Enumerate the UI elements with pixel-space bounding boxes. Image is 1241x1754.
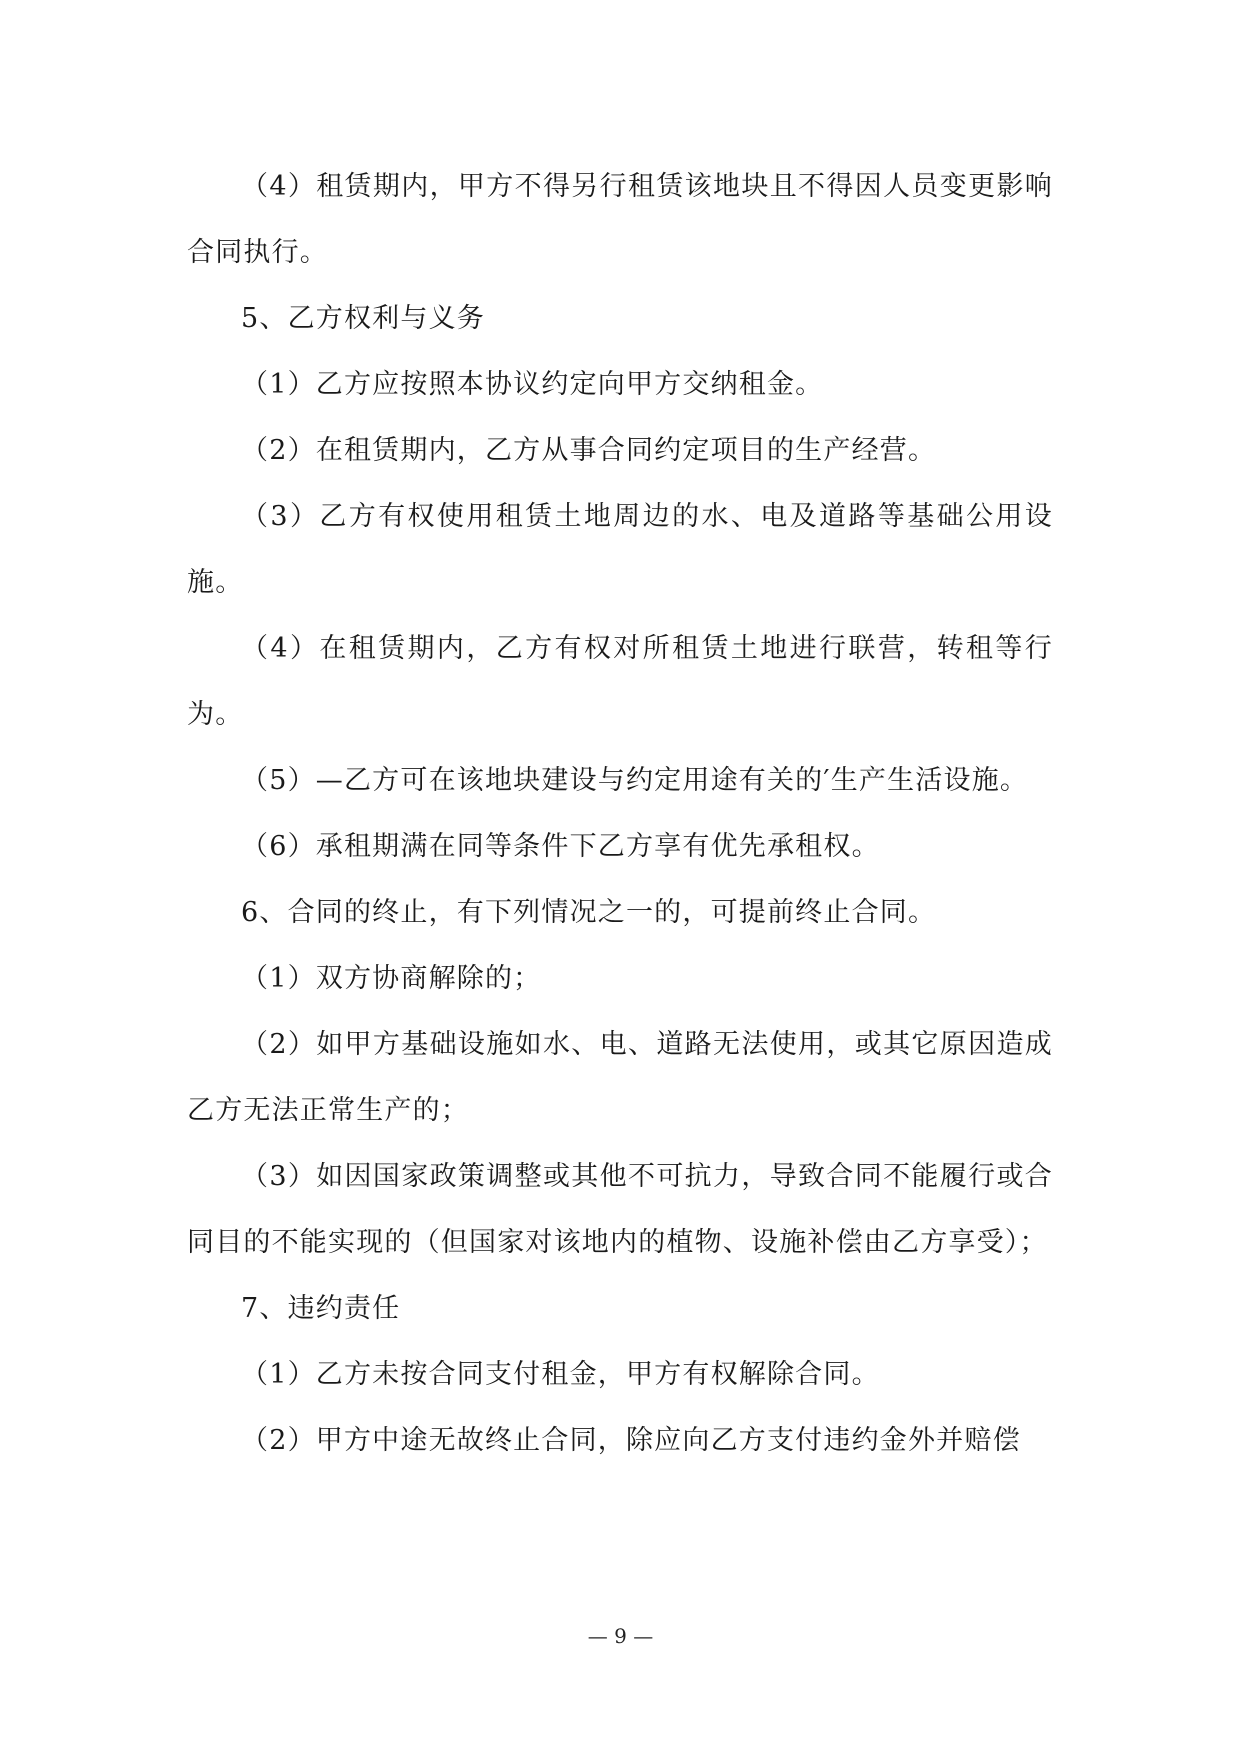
paragraph-infrastructure-failure: （2）如甲方基础设施如水、电、道路无法使用，或其它原因造成乙方无法正常生产的；	[187, 1029, 1053, 1126]
section-heading-party-b-rights: 5、乙方权利与义务	[241, 303, 485, 334]
section-heading-liability: 7、违约责任	[241, 1293, 401, 1324]
section-heading-termination: 6、合同的终止，有下列情况之一的，可提前终止合同。	[241, 897, 937, 928]
paragraph-unpaid-rent: （1）乙方未按合同支付租金，甲方有权解除合同。	[241, 1359, 880, 1390]
paragraph-mutual-agreement: （1）双方协商解除的；	[241, 963, 542, 994]
paragraph-production-operation: （2）在租赁期内，乙方从事合同约定项目的生产经营。	[241, 435, 937, 466]
paragraph-public-facilities: （3）乙方有权使用租赁土地周边的水、电及道路等基础公用设施。	[187, 501, 1053, 598]
paragraph-priority-renewal: （6）承租期满在同等条件下乙方享有优先承租权。	[241, 831, 880, 862]
paragraph-lease-period-clause: （4）租赁期内，甲方不得另行租赁该地块且不得因人员变更影响合同执行。	[187, 171, 1053, 268]
paragraph-construction-rights: （5）—乙方可在该地块建设与约定用途有关的′生产生活设施。	[241, 765, 1029, 796]
paragraph-rent-payment: （1）乙方应按照本协议约定向甲方交纳租金。	[241, 369, 824, 400]
paragraph-joint-operation: （4）在租赁期内，乙方有权对所租赁土地进行联营，转租等行为。	[187, 633, 1053, 730]
page-number: — 9 —	[587, 1624, 654, 1648]
paragraph-early-termination-penalty: （2）甲方中途无故终止合同，除应向乙方支付违约金外并赔偿	[241, 1425, 1021, 1456]
paragraph-force-majeure: （3）如因国家政策调整或其他不可抗力，导致合同不能履行或合同目的不能实现的（但国家对该地内的植物、设施补偿由乙方享受）；	[187, 1161, 1053, 1258]
document-body	[187, 154, 1053, 1474]
